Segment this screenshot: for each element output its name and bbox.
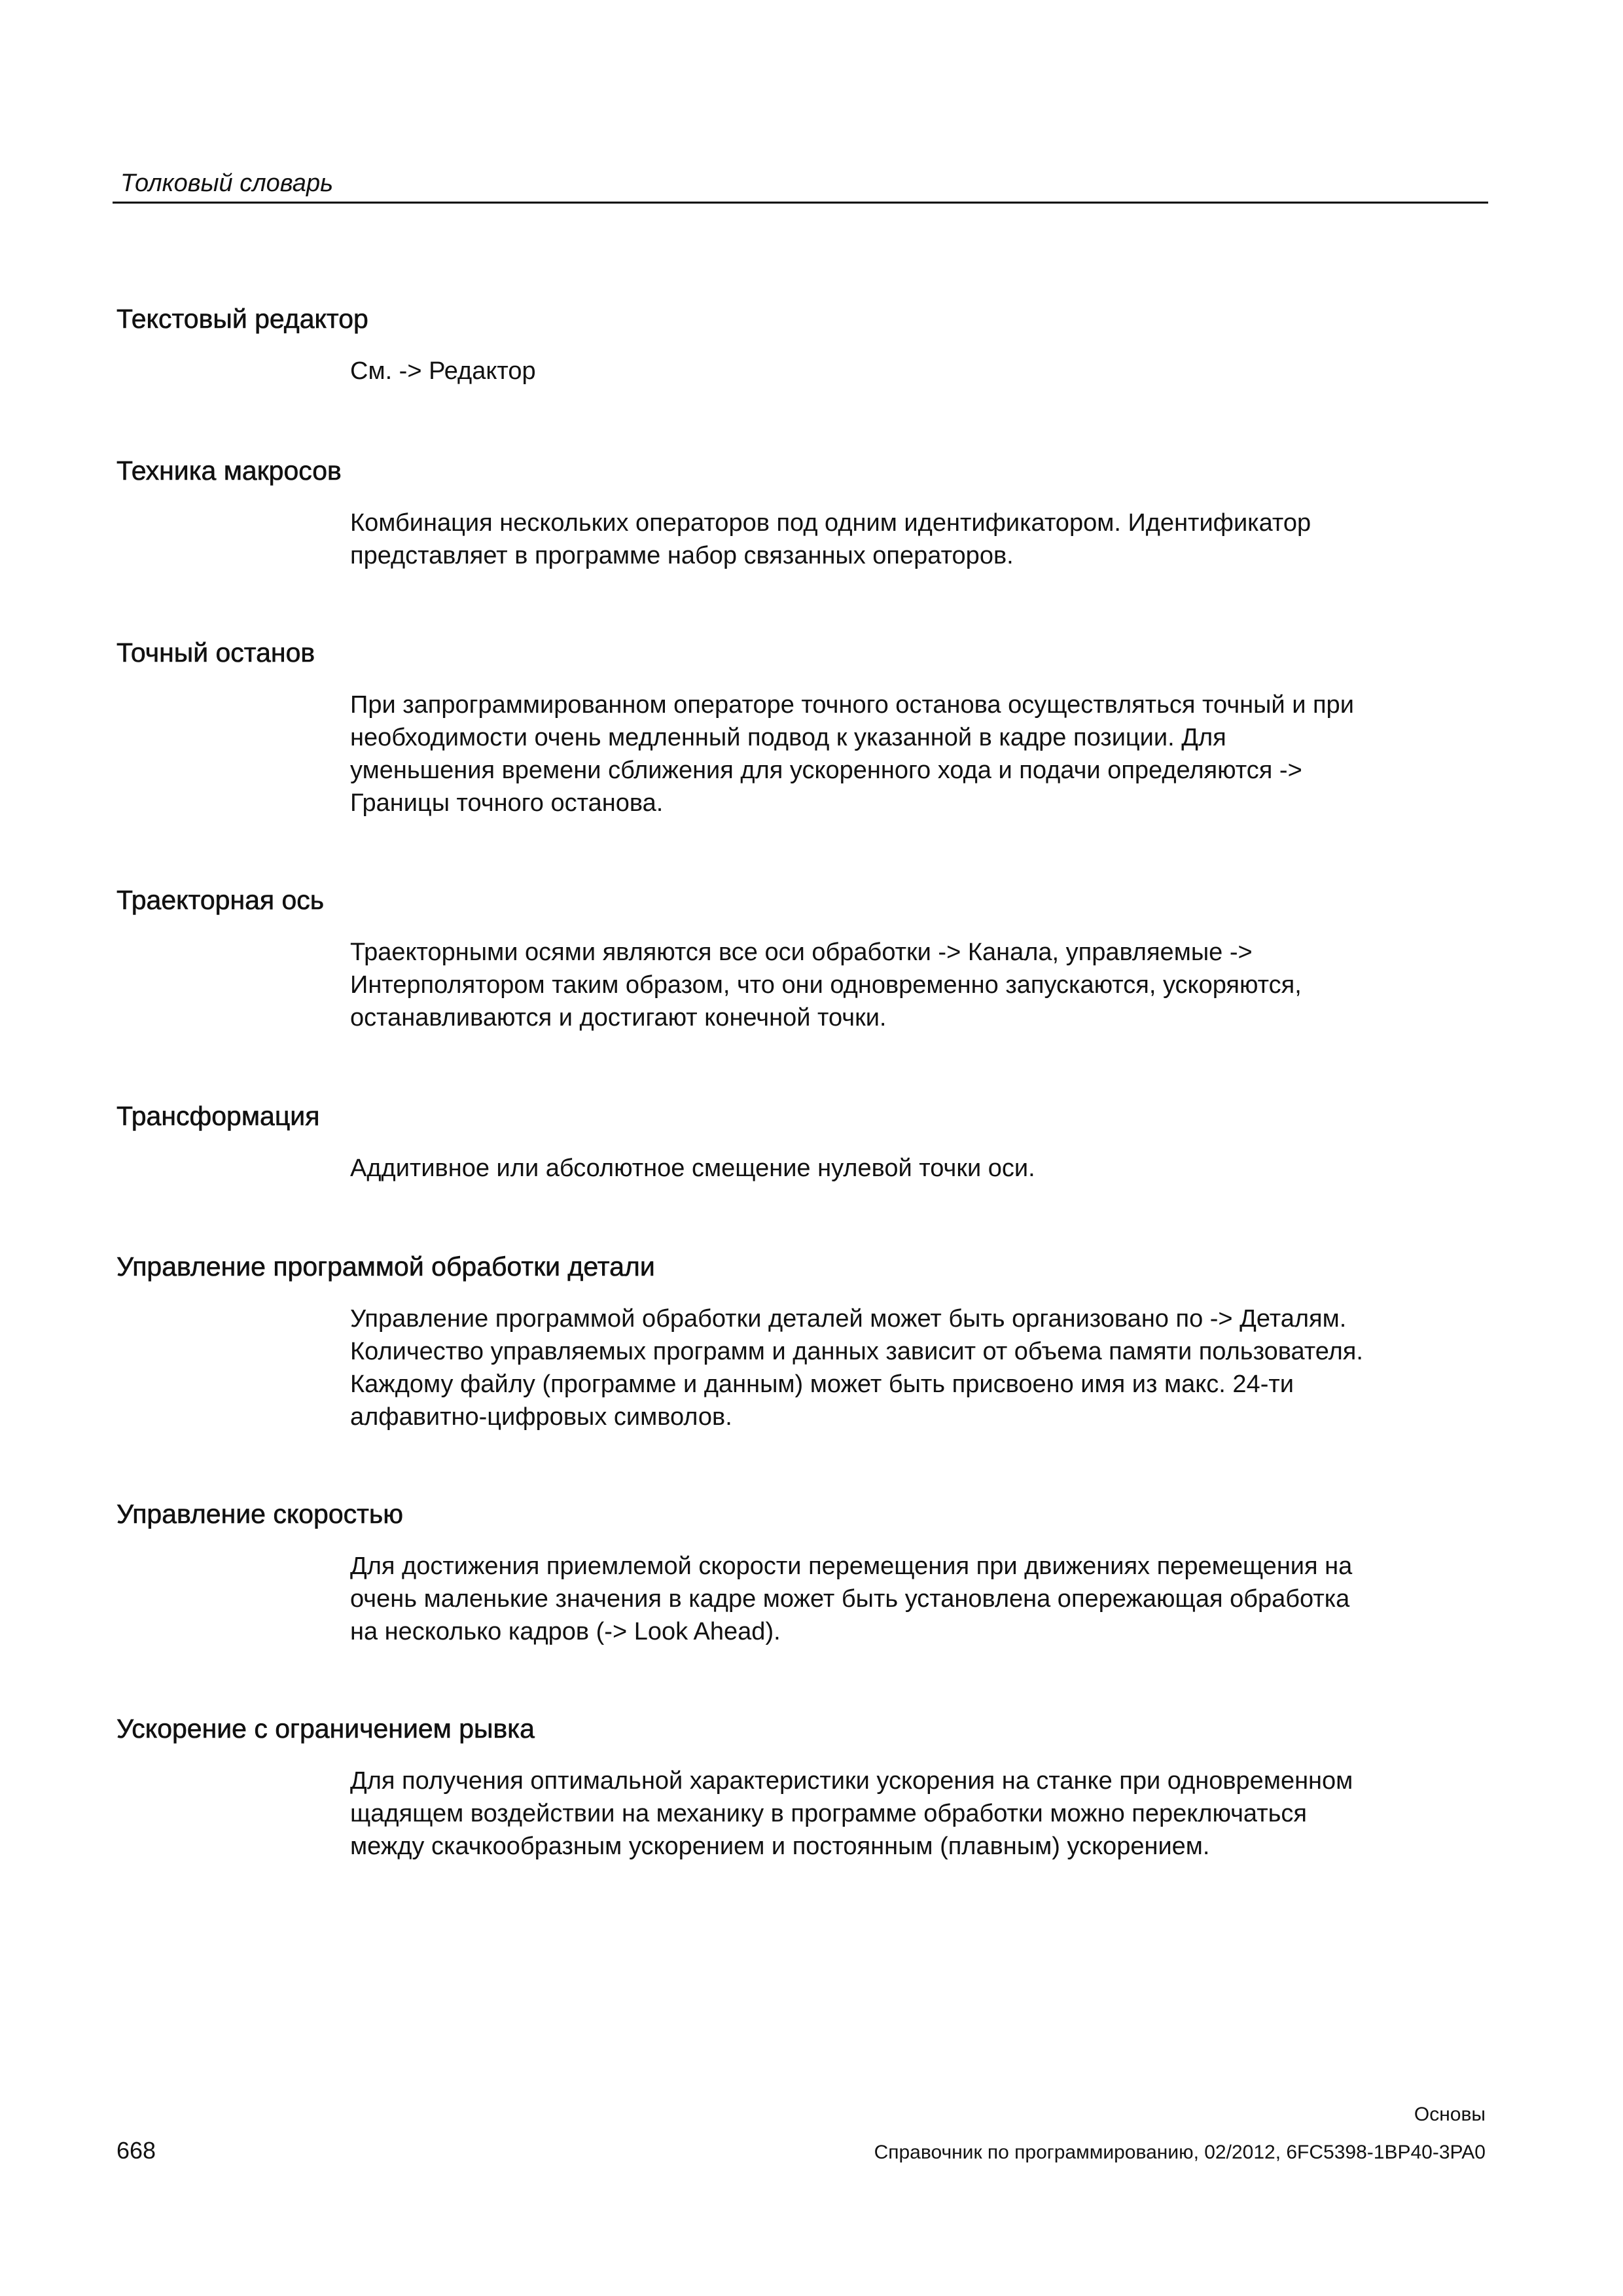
glossary-definition [350,1152,1502,1185]
glossary-definition [350,1302,1502,1433]
page-header [113,165,1488,204]
definition-line: Траекторными осями являются все оси обработки -> Канала, управляемые -> [350,939,1253,966]
glossary-term: Ускорение с ограничением рывка [116,1713,535,1744]
definition-line: между скачкообразным ускорением и постоянным (плавным) ускорением. [350,1833,1210,1860]
definition-line: на несколько кадров (-> Look Ahead). [350,1618,781,1645]
footer-section-name: Основы [1414,2104,1486,2125]
glossary-term: Точный останов [116,637,315,668]
definition-line: Интерполятором таким образом, что они одновременно запускаются, ускоряются, [350,971,1302,999]
definition-line: алфавитно-цифровых символов. [350,1403,732,1431]
glossary-definition [350,1765,1502,1863]
page-number: 668 [116,2137,156,2164]
glossary-term: Трансформация [116,1101,320,1131]
glossary-term: Текстовый редактор [116,304,368,334]
definition-line: Количество управляемых программ и данных зависит от объема памяти пользователя. [350,1338,1363,1365]
definition-line: представляет в программе набор связанных операторов. [350,542,1014,569]
definition-line: очень маленькие значения в кадре может быть установлена опережающая обработка [350,1585,1350,1613]
definition-line: необходимости очень медленный подвод к указанной в кадре позиции. Для [350,724,1226,751]
definition-line: Каждому файлу (программе и данным) может быть присвоено имя из макс. 24-ти [350,1371,1294,1398]
glossary-definition [350,507,1502,572]
definition-line: уменьшения времени сближения для ускоренного хода и подачи определяются -> [350,757,1302,784]
glossary-term: Траекторная ось [116,885,325,915]
glossary-definition [350,355,1502,387]
definition-line: Границы точного останова. [350,789,664,817]
page-header-title: Толковый словарь [120,170,334,197]
glossary-term: Управление программой обработки детали [116,1251,655,1282]
definition-line: останавливаются и достигают конечной точки. [350,1004,887,1031]
footer-document-info: Справочник по программированию, 02/2012, 6FC5398-1BP40-3PA0 [874,2142,1486,2163]
definition-line: При запрограммированном операторе точного останова осуществляться точный и при [350,691,1354,719]
definition-line: щадящем воздействии на механику в программе обработки можно переключаться [350,1800,1307,1827]
glossary-term: Управление скоростью [116,1499,404,1529]
glossary-term: Техника макросов [116,456,342,486]
glossary-definition [350,1550,1502,1648]
glossary-definition [350,689,1502,819]
definition-line: Для получения оптимальной характеристики ускорения на станке при одновременном [350,1767,1353,1795]
definition-line: Комбинация нескольких операторов под одним идентификатором. Идентификатор [350,509,1311,537]
definition-line: Для достижения приемлемой скорости перемещения при движениях перемещения на [350,1552,1353,1580]
definition-line: Управление программой обработки деталей может быть организовано по -> Деталям. [350,1305,1347,1333]
definition-line: См. -> Редактор [350,357,536,385]
definition-line: Аддитивное или абсолютное смещение нулевой точки оси. [350,1155,1035,1182]
glossary-definition [350,936,1502,1034]
